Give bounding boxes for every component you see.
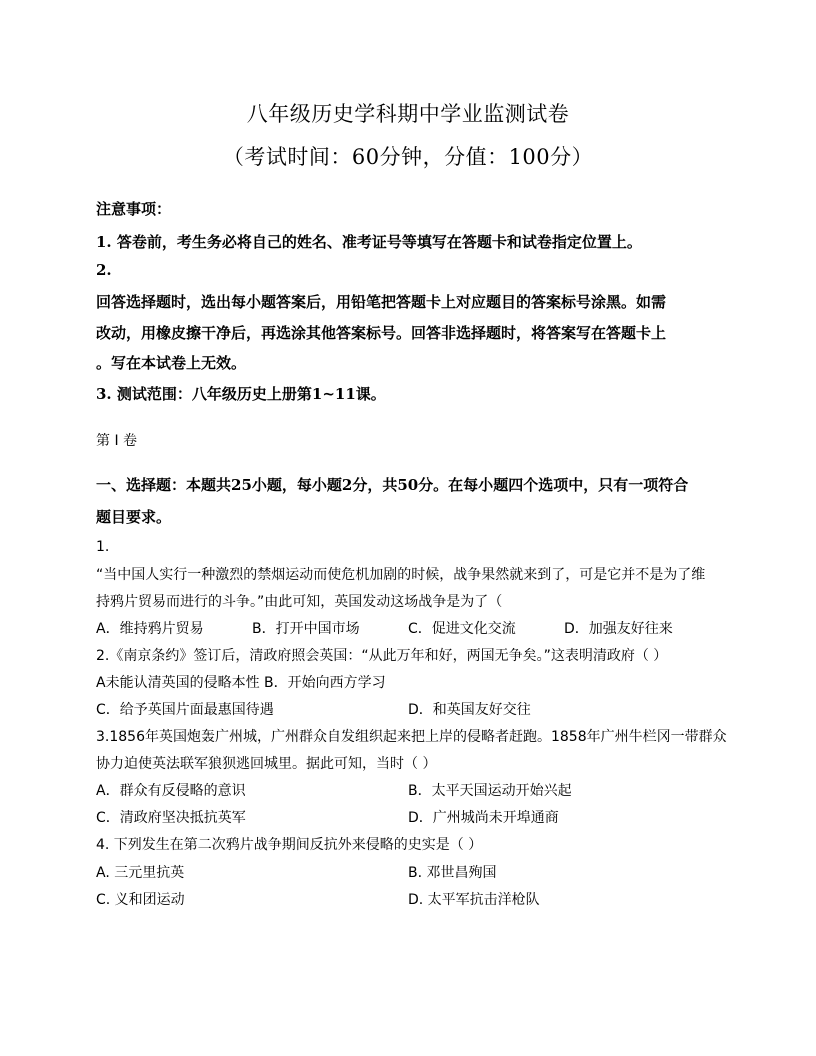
q2-stem: 2.《南京条约》签订后，清政府照会英国：“从此万年和好，两国无争矣。”这表明清政府（ ） (96, 648, 668, 664)
q1-option-a: A．维持鸦片贸易 (96, 621, 204, 637)
volume-label: 第 I 卷 (96, 433, 138, 449)
q1-option-b: B．打开中国市场 (252, 621, 360, 637)
note-3: 3. 测试范围：八年级历史上册第1~11课。 (96, 385, 386, 403)
q1-option-d: D．加强友好往来 (564, 621, 673, 637)
page-subtitle: （考试时间：60分钟，分值：100分） (222, 145, 594, 169)
q3-option-a: A．群众有反侵略的意识 (96, 783, 246, 799)
q3-option-d: D．广州城尚未开埠通商 (408, 810, 559, 826)
note-2-line-1: 回答选择题时，选出每小题答案后，用铅笔把答题卡上对应题目的答案标号涂黑。如需 (96, 293, 667, 311)
q4-option-d: D. 太平军抗击洋枪队 (408, 892, 540, 908)
q1-option-c: C．促进文化交流 (408, 621, 516, 637)
q3-option-c: C．清政府坚决抵抗英军 (96, 810, 246, 826)
q2-option-c: C．给予英国片面最惠国待遇 (96, 702, 274, 718)
note-2-number: 2. (96, 261, 112, 279)
q4-stem: 4. 下列发生在第二次鸦片战争期间反抗外来侵略的史实是（ ） (96, 837, 483, 853)
q3-stem-line-1: 3.1856年英国炮轰广州城，广州群众自发组织起来把上岸的侵略者赶跑。1858年广州牛栏冈一带群众 (96, 729, 727, 745)
q4-option-c: C. 义和团运动 (96, 892, 185, 908)
page-title: 八年级历史学科期中学业监测试卷 (246, 102, 570, 126)
q1-stem-line-1: “当中国人实行一种激烈的禁烟运动而使危机加剧的时候，战争果然就来到了，可是它并不是为了维 (96, 567, 706, 583)
q1-stem-line-2: 持鸦片贸易而进行的斗争。”由此可知，英国发动这场战争是为了（ (96, 594, 503, 610)
note-1: 1. 答卷前，考生务必将自己的姓名、准考证号等填写在答题卡和试卷指定位置上。 (96, 233, 642, 251)
section-heading-line-1: 一、选择题：本题共25小题，每小题2分，共50分。在每小题四个选项中，只有一项符合 (96, 476, 689, 494)
q1-number: 1. (96, 539, 110, 555)
note-2-line-3: 。写在本试卷上无效。 (96, 354, 247, 372)
q2-option-ab: A未能认清英国的侵略本性 B．开始向西方学习 (96, 675, 386, 691)
note-2-line-2: 改动，用橡皮擦干净后，再选涂其他答案标号。回答非选择题时，将答案写在答题卡上 (96, 324, 667, 342)
q2-option-d: D．和英国友好交往 (408, 702, 531, 718)
notes-heading: 注意事项： (96, 200, 172, 218)
q3-stem-line-2: 协力迫使英法联军狼狈逃回城里。据此可知，当时（ ） (96, 756, 437, 772)
q3-option-b: B．太平天国运动开始兴起 (408, 783, 572, 799)
q4-option-a: A. 三元里抗英 (96, 865, 185, 881)
section-heading-line-2: 题目要求。 (96, 508, 172, 526)
q4-option-b: B. 邓世昌殉国 (408, 865, 497, 881)
